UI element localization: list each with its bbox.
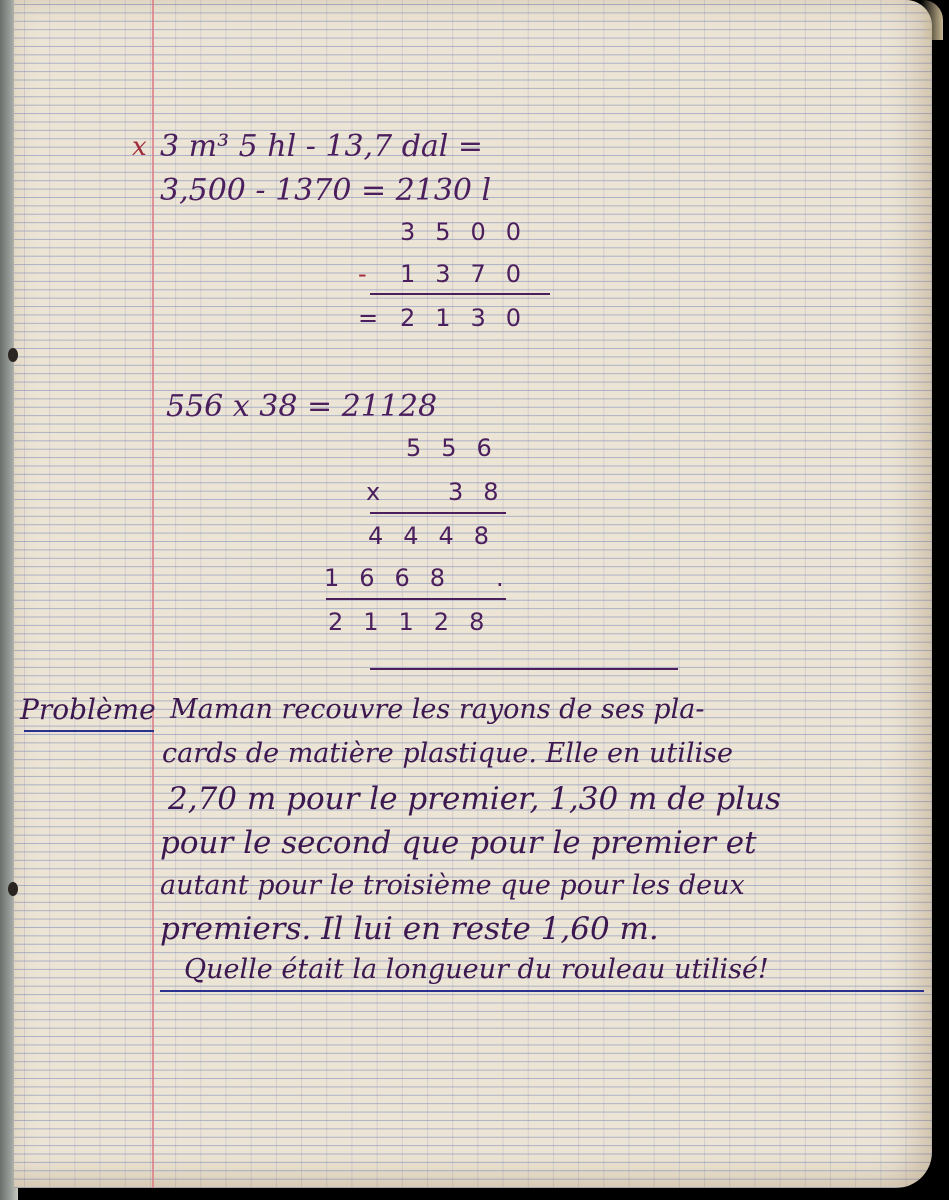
calc1-result-rule	[370, 293, 550, 295]
calc2-product: 21128	[328, 608, 505, 636]
problem-question: Quelle était la longueur du rouleau utilisé!	[184, 954, 769, 985]
calc2-operator-times: x	[366, 478, 401, 506]
check-mark: x	[132, 132, 147, 162]
calc2-statement: 556 x 38 = 21128	[166, 389, 438, 424]
binding-hole	[8, 348, 18, 362]
calc2-partial-1: 4448	[368, 522, 510, 550]
calc2-partial-2-dot: .	[496, 564, 524, 592]
calc1-statement: 3 m³ 5 hl - 13,7 dal =	[160, 129, 484, 164]
problem-line-2: cards de matière plastique. Elle en utilise	[162, 738, 733, 769]
margin-line	[152, 0, 154, 1188]
calc1-conversion: 3,500 - 1370 = 2130 l	[160, 173, 492, 208]
problem-line-4: pour le second que pour le premier et	[160, 825, 757, 861]
page-corner	[921, 0, 943, 40]
calc1-result: 2130	[400, 304, 542, 332]
problem-line-6: premiers. Il lui en reste 1,60 m.	[160, 911, 659, 947]
question-underline	[160, 990, 924, 992]
calc2-partial-2: 1668	[324, 564, 466, 592]
section-separator	[370, 668, 678, 670]
calc2-rule-2	[326, 598, 506, 600]
calc2-rule-1	[370, 512, 506, 514]
calc1-operator-minus: -	[358, 260, 387, 288]
calc2-multiplicand: 556	[406, 434, 512, 462]
problem-heading-underline	[24, 730, 154, 732]
calc1-operator-equals: =	[358, 304, 399, 332]
calc1-subtrahend: 1370	[400, 260, 542, 288]
calc2-multiplier: 38	[448, 478, 519, 506]
problem-heading: Problème	[20, 693, 156, 726]
problem-line-5: autant pour le troisième que pour les deux	[160, 870, 745, 901]
problem-line-1: Maman recouvre les rayons de ses pla-	[170, 694, 705, 725]
calc1-minuend: 3500	[400, 218, 542, 246]
binding-hole	[8, 882, 18, 896]
problem-line-3: 2,70 m pour le premier, 1,30 m de plus	[168, 781, 781, 817]
